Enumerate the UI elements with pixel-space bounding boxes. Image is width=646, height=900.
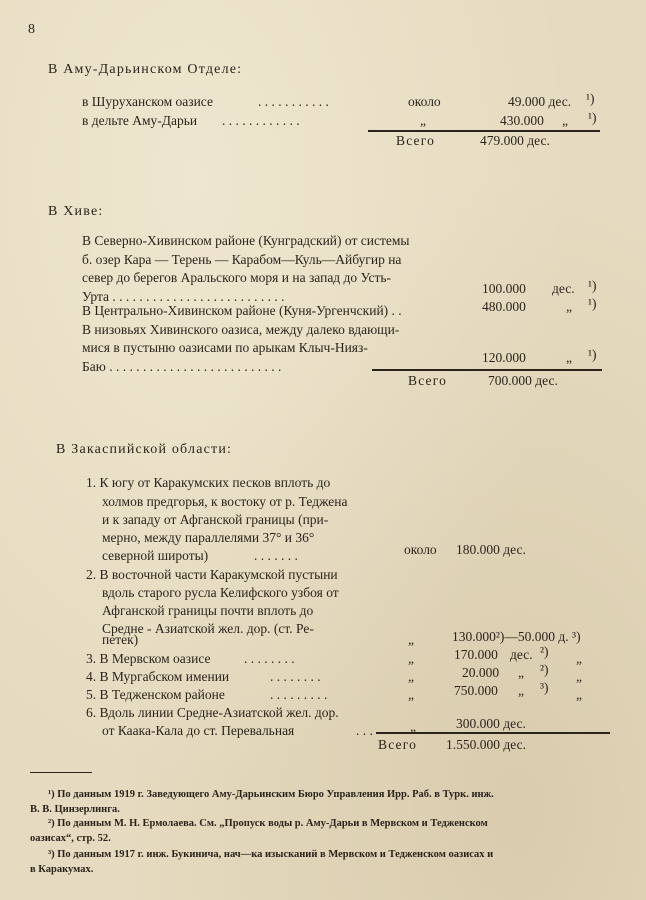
zakasp-r6-value: 300.000 дес. — [456, 716, 526, 731]
zakasp-r2-value: 130.000²)—50.000 д. ³) — [452, 629, 581, 644]
khiva-unit-3: „ — [566, 350, 572, 365]
amu-row-1-value: 49.000 дес. — [508, 94, 572, 109]
zakasp-r6-dots: . . . — [356, 723, 373, 738]
zakasp-r4-value: 20.000 — [462, 665, 500, 680]
amu-row-1-label: в Шуруханском оазисе — [82, 94, 213, 109]
khiva-note-2: ¹) — [588, 296, 597, 311]
khiva-text-line: В Северно-Хивинском районе (Кунградский) от системы — [82, 233, 410, 248]
amu-row-2-note: ¹) — [588, 110, 597, 125]
zakasp-r5-prefix: „ — [408, 687, 414, 702]
khiva-text-line: В низовьях Хивинского оазиса, между далеко вдающи- — [82, 322, 400, 337]
zakasp-r5-quote: „ — [576, 687, 582, 702]
khiva-text-line: б. озер Кара — Терень — Карабом—Куль—Айбугир на — [82, 252, 402, 267]
khiva-unit-1: дес. — [552, 281, 575, 296]
footnote-2: ²) По данным М. Н. Ермолаева. См. „Пропуск воды р. Аму-Дарьи в Мервском и Тедженском — [48, 818, 488, 829]
zakasp-sum-rule — [376, 732, 610, 734]
zakasp-text-line: холмов предгорья, к востоку от р. Теджена — [102, 494, 348, 509]
zakasp-r3-prefix: „ — [408, 651, 414, 666]
footnote-2-cont: оазисах“, стр. 52. — [30, 833, 111, 844]
zakasp-r3-quote: „ — [576, 651, 582, 666]
amu-row-2-dots: . . . . . . . . . . . . — [222, 113, 300, 128]
zakasp-text-line: Афганской границы почти вплоть до — [102, 603, 314, 618]
zakasp-r6-prefix: „ — [410, 719, 416, 734]
zakasp-r1-dots: . . . . . . . — [254, 548, 298, 563]
khiva-unit-2: „ — [566, 299, 572, 314]
zakasp-r3-note: ²) — [540, 644, 549, 659]
zakasp-text-line: Средне - Азиатской жел. дор. (ст. Ре- — [102, 621, 314, 636]
zakasp-r3-dots: . . . . . . . . — [244, 651, 295, 666]
amu-row-1-dots: . . . . . . . . . . . — [258, 94, 329, 109]
page-number: 8 — [28, 22, 35, 37]
khiva-note-1: ¹) — [588, 278, 597, 293]
footnote-3: ³) По данным 1917 г. инж. Букинича, нач—ка изысканий в Мервском и Тедженском оазисах и — [48, 849, 494, 860]
khiva-text-line: В Центрально-Хивинском районе (Куня-Ургенчский) . . — [82, 303, 402, 318]
khiva-text-line: Баю . . . . . . . . . . . . . . . . . . . . . . . . . . — [82, 359, 282, 374]
amu-total-value: 479.000 дес. — [480, 133, 550, 148]
khiva-text-line: Урта . . . . . . . . . . . . . . . . . . . . . . . . . . — [82, 289, 285, 304]
zakasp-r5-note: ³) — [540, 680, 549, 695]
zakasp-text-line: мерно, между параллелями 37° и 36° — [102, 530, 315, 545]
footnote-1-cont: В. В. Цинзерлинга. — [30, 804, 120, 815]
amu-row-2-quote: „ — [562, 113, 568, 128]
zakasp-text-line: 2. В восточной части Каракумской пустыни — [86, 567, 338, 582]
zakasp-r1-value: 180.000 дес. — [456, 542, 526, 557]
zakasp-text-line: 1. К югу от Каракумских песков вплоть до — [86, 475, 331, 490]
zakasp-text-line: петек) — [102, 632, 139, 647]
zakasp-text-line: 5. В Тедженском районе — [86, 687, 225, 702]
khiva-text-line: мися в пустыню оазисами по арыкам Клыч-Нияз- — [82, 340, 368, 355]
khiva-sum-rule — [372, 369, 602, 371]
amu-total-label: Всего — [396, 133, 436, 148]
footnote-1: ¹) По данным 1919 г. Заведующего Аму-Дарьинским Бюро Управления Ирр. Раб. в Турк. инж. — [48, 789, 494, 800]
zakasp-text-line: и к западу от Афганской границы (при- — [102, 512, 329, 527]
zakasp-r5-dots: . . . . . . . . . — [270, 687, 328, 702]
zakasp-r2-prefix: „ — [408, 632, 414, 647]
amu-row-1-prefix: около — [408, 94, 441, 109]
footnote-separator — [30, 772, 92, 773]
zakasp-r4-quote: „ — [576, 669, 582, 684]
zakasp-text-line: от Каака-Кала до ст. Перевальная — [102, 723, 295, 738]
amu-sum-rule — [368, 130, 600, 132]
khiva-value-3: 120.000 — [482, 350, 526, 365]
zakasp-r4-dots: . . . . . . . . — [270, 669, 321, 684]
zakasp-text-line: 6. Вдоль линии Средне-Азиатской жел. дор. — [86, 705, 339, 720]
amu-row-2-prefix: „ — [420, 113, 426, 128]
footnote-3-cont: в Каракумах. — [30, 864, 94, 875]
amu-row-2-value: 430.000 — [500, 113, 544, 128]
khiva-total-value: 700.000 дес. — [488, 373, 558, 388]
zakasp-r3-value: 170.000 — [454, 647, 498, 662]
zakasp-text-line: северной широты) — [102, 548, 209, 563]
section-heading-amu: В Аму-Дарьинском Отделе: — [48, 62, 243, 77]
amu-row-2-label: в дельте Аму-Дарьи — [82, 113, 198, 128]
section-heading-khiva: В Хиве: — [48, 204, 104, 219]
zakasp-text-line: 4. В Мургабском имении — [86, 669, 230, 684]
zakasp-text-line: вдоль старого русла Келифского узбоя от — [102, 585, 339, 600]
khiva-value-1: 100.000 — [482, 281, 526, 296]
khiva-text-line: север до берегов Аральского моря и на запад до Усть- — [82, 270, 392, 285]
zakasp-r4-note: ²) — [540, 662, 549, 677]
khiva-note-3: ¹) — [588, 347, 597, 362]
zakasp-r5-unit: „ — [518, 683, 524, 698]
zakasp-r5-value: 750.000 — [454, 683, 498, 698]
zakasp-r1-prefix: около — [404, 542, 437, 557]
zakasp-total-label: Всего — [378, 737, 418, 752]
khiva-value-2: 480.000 — [482, 299, 526, 314]
khiva-total-label: Всего — [408, 373, 448, 388]
section-heading-zakasp: В Закаспийской области: — [56, 442, 233, 457]
amu-row-1-note: ¹) — [586, 91, 595, 106]
zakasp-text-line: 3. В Мервском оазисе — [86, 651, 211, 666]
zakasp-total-value: 1.550.000 дес. — [446, 737, 526, 752]
zakasp-r4-unit: „ — [518, 665, 524, 680]
zakasp-r4-prefix: „ — [408, 669, 414, 684]
zakasp-r3-unit: дес. — [510, 647, 533, 662]
